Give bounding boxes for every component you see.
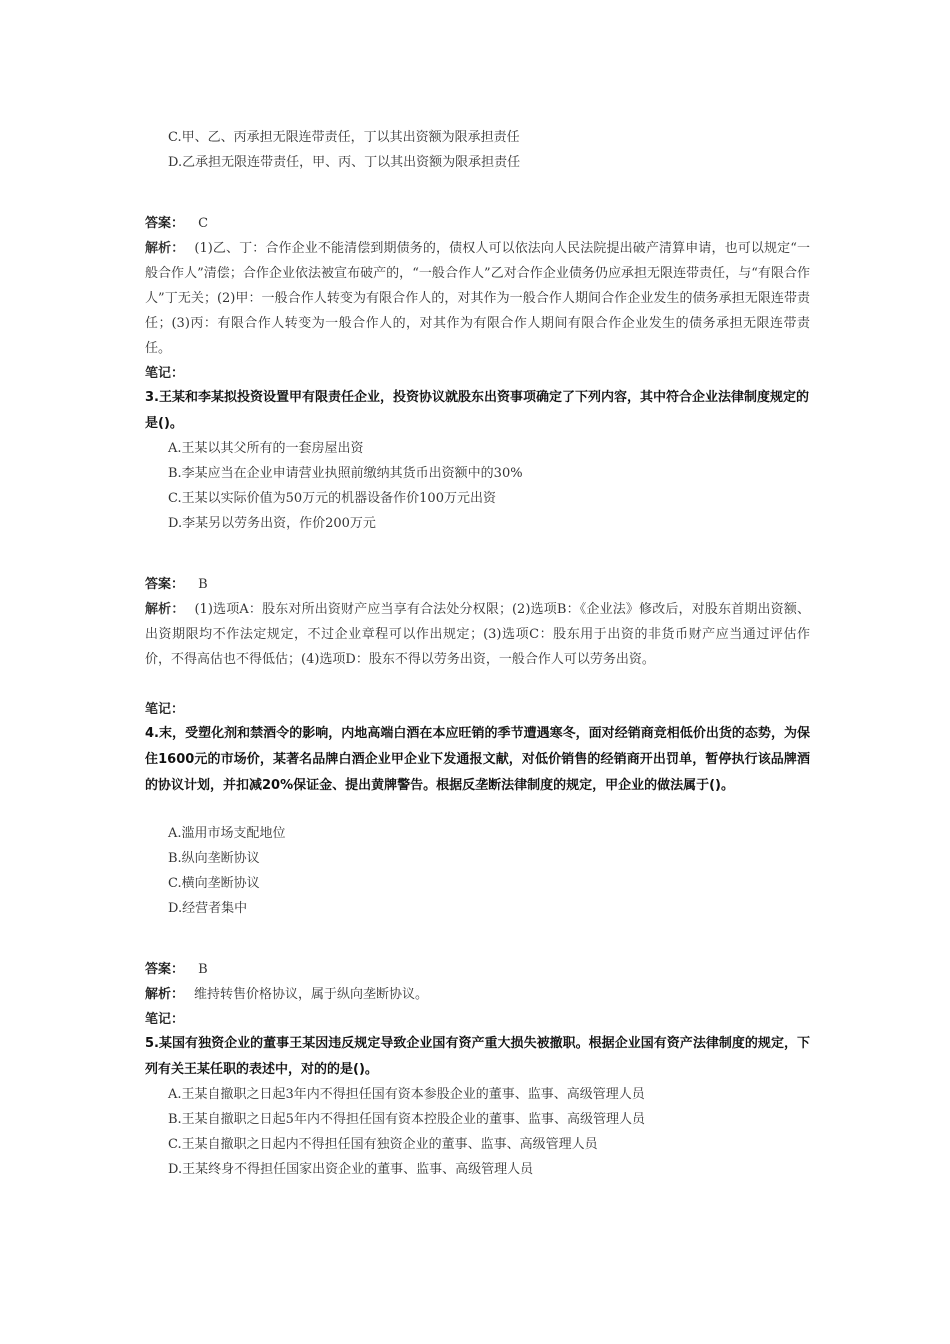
note-label: 笔记： xyxy=(145,702,185,717)
answer-row xyxy=(145,211,208,236)
option-c: C.横向垄断协议 xyxy=(168,876,260,891)
option-d: D.李某另以劳务出资，作价200万元 xyxy=(168,516,376,531)
note-label: 笔记： xyxy=(145,366,185,381)
analysis-text: (1)乙、丁：合作企业不能清偿到期债务的，债权人可以依法向人民法院提出破产清算申请，也可以规定“一般合作人”清偿；合作企业依法被宣布破产的，“一般合作人”乙对合作企业债务仍应承担无限连带责任，与“有限合作人”丁无关；(2)甲：一般合作人转变为有限合作人的，对其作为一般合作人期间合作企业发生的债务承担无限连带责任；(3)丙：有限合作人转变为一般合作人的，对其作为有限合作人期间有限合作企业发生的债务承担无限连带责任。 xyxy=(145,241,810,356)
option-c: C.王某以实际价值为50万元的机器设备作价100万元出资 xyxy=(168,491,496,506)
answer-label: 答案： xyxy=(145,216,185,231)
answer-label: 答案： xyxy=(145,962,185,977)
answer-value: C xyxy=(198,216,209,231)
answer-value: B xyxy=(198,577,208,592)
analysis-label: 解析： xyxy=(145,241,185,256)
analysis-block xyxy=(145,597,810,697)
analysis-text: 维持转售价格协议，属于纵向垄断协议。 xyxy=(194,987,429,1002)
option-b: B.王某自撤职之日起5年内不得担任国有资本控股企业的董事、监事、高级管理人员 xyxy=(168,1112,645,1127)
answer-row xyxy=(145,572,208,597)
option-d: D.经营者集中 xyxy=(168,901,248,916)
question-stem: 5.某国有独资企业的董事王某因违反规定导致企业国有资产重大损失被撤职。根据企业国有资产法律制度的规定，下列有关王某任职的表述中，对的的是()。 xyxy=(145,1036,810,1077)
option-d: D.王某终身不得担任国家出资企业的董事、监事、高级管理人员 xyxy=(168,1162,534,1177)
option-a: A.王某以其父所有的一套房屋出资 xyxy=(168,441,364,456)
analysis-label: 解析： xyxy=(145,602,185,617)
question-stem: 4.末，受塑化剂和禁酒令的影响，内地高端白酒在本应旺销的季节遭遇寒冬，面对经销商竞相低价出货的态势，为保住1600元的市场价，某著名品牌白酒企业甲企业下发通报文献，对低价销售的经销商开出罚单，暂停执行该品牌酒的协议计划，并扣减20%保证金、提出黄牌警告。根据反垄断法律制度的规定，甲企业的做法属于()。 xyxy=(145,726,810,793)
analysis-block xyxy=(145,236,810,361)
option-d: D.乙承担无限连带责任，甲、丙、丁以其出资额为限承担责任 xyxy=(168,155,521,170)
answer-value: B xyxy=(198,962,208,977)
option-a: A.滥用市场支配地位 xyxy=(168,826,286,841)
option-c: C.王某自撤职之日起内不得担任国有独资企业的董事、监事、高级管理人员 xyxy=(168,1137,598,1152)
analysis-label: 解析： xyxy=(145,987,185,1002)
option-a: A.王某自撤职之日起3年内不得担任国有资本参股企业的董事、监事、高级管理人员 xyxy=(168,1087,645,1102)
option-b: B.李某应当在企业申请营业执照前缴纳其货币出资额中的30% xyxy=(168,466,523,481)
answer-label: 答案： xyxy=(145,577,185,592)
analysis-text: (1)选项A：股东对所出资财产应当享有合法处分权限；(2)选项B：《企业法》修改后，对股东首期出资额、出资期限均不作法定规定，不过企业章程可以作出规定；(3)选项C：股东用于出资的非货币财产应当通过评估作价，不得高估也不得低估；(4)选项D：股东不得以劳务出资，一般合作人可以劳务出资。 xyxy=(145,602,810,667)
answer-row xyxy=(145,957,208,982)
option-b: B.纵向垄断协议 xyxy=(168,851,260,866)
option-c: C.甲、乙、丙承担无限连带责任，丁以其出资额为限承担责任 xyxy=(168,130,520,145)
question-stem: 3.王某和李某拟投资设置甲有限责任企业，投资协议就股东出资事项确定了下列内容，其中符合企业法律制度规定的是()。 xyxy=(145,390,809,431)
note-label: 笔记： xyxy=(145,1012,185,1027)
analysis-block xyxy=(145,982,428,1007)
